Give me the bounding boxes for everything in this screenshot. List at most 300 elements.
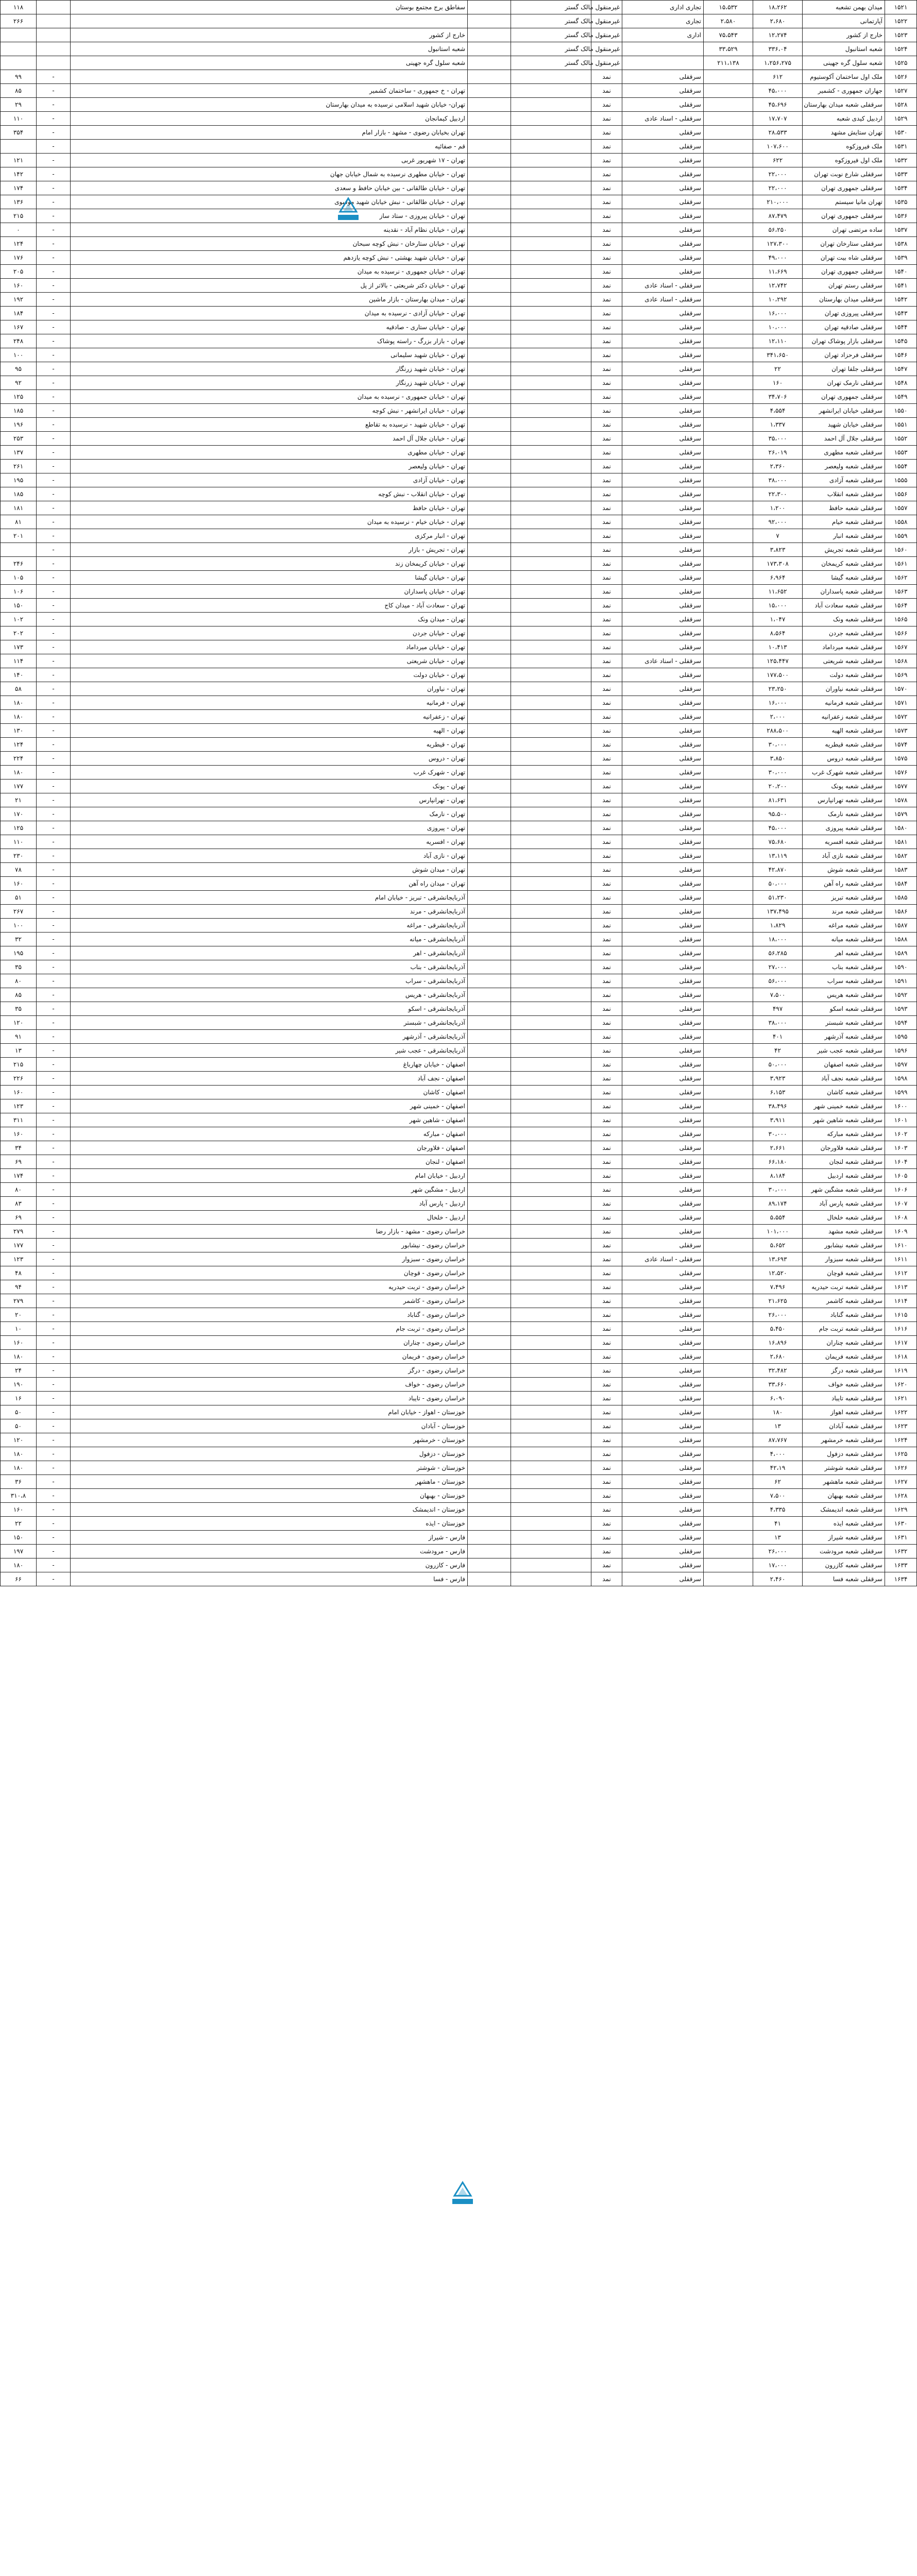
- document-type: [511, 891, 591, 905]
- dash-cell: -: [37, 654, 71, 668]
- asset-name: سرقفلی شعبه شوش: [803, 863, 885, 877]
- ownership-type: نمد: [591, 418, 622, 432]
- value-secondary: [704, 891, 753, 905]
- area-cell: ۲۶۶: [1, 14, 37, 28]
- address-cell: تهران - خیابان ایرانشهر - نبش کوچه: [71, 404, 468, 418]
- document-type: [511, 585, 591, 599]
- area-cell: ۱۸۰: [1, 710, 37, 724]
- dash-cell: -: [37, 1419, 71, 1433]
- asset-name: سرقفلی شعبه پیروزی: [803, 821, 885, 835]
- table-row: [1, 473, 917, 487]
- asset-name: اردبیل کیدی شعبه: [803, 112, 885, 126]
- ownership-type: نمد: [591, 891, 622, 905]
- asset-name: سرقفلی شعبه تهرانپارس: [803, 793, 885, 807]
- asset-name: سرقفلی بازار پوشاک تهران: [803, 334, 885, 348]
- table-row: [1, 126, 917, 140]
- area-cell: ۷۸: [1, 863, 37, 877]
- ownership-type: نمد: [591, 1392, 622, 1405]
- usage-type: سرقفلی: [622, 543, 704, 557]
- table-row: [1, 919, 917, 933]
- value-secondary: [704, 1475, 753, 1489]
- row-number: ۱۵۳۳: [885, 167, 917, 181]
- dash-cell: -: [37, 251, 71, 265]
- value-secondary: [704, 501, 753, 515]
- value-cell: ۴،۰۰۰: [753, 1447, 803, 1461]
- ownership-type: نمد: [591, 84, 622, 98]
- deed-status: [468, 1447, 511, 1461]
- document-type: [511, 849, 591, 863]
- value-cell: ۱۸،۰۰۰: [753, 933, 803, 946]
- usage-type: سرقفلی: [622, 1155, 704, 1169]
- address-cell: تهران - میدان راه آهن: [71, 877, 468, 891]
- asset-name: سرقفلی شعبه آزادی: [803, 473, 885, 487]
- area-cell: [1, 543, 37, 557]
- asset-name: شعبه استانبول: [803, 42, 885, 56]
- value-secondary: [704, 279, 753, 293]
- value-secondary: [704, 1558, 753, 1572]
- table-row: [1, 1433, 917, 1447]
- value-cell: ۵۶،۰۰۰: [753, 974, 803, 988]
- row-number: ۱۵۵۸: [885, 515, 917, 529]
- address-cell: سفاطق برج مجتمع بوستان: [71, 1, 468, 14]
- table-row: [1, 307, 917, 320]
- ownership-type: نمد: [591, 905, 622, 919]
- value-secondary: [704, 1155, 753, 1169]
- ownership-type: نمد: [591, 626, 622, 640]
- address-cell: تهران - خیابان جلال آل احمد: [71, 432, 468, 446]
- value-secondary: [704, 195, 753, 209]
- deed-status: [468, 919, 511, 933]
- address-cell: تهران - خیابان شهید - نرسیده به تقاطع: [71, 418, 468, 432]
- ownership-type: نمد: [591, 863, 622, 877]
- document-type: [511, 84, 591, 98]
- row-number: ۱۶۱۲: [885, 1266, 917, 1280]
- document-type: [511, 738, 591, 752]
- asset-name: سرقفلی میدان بهارستان: [803, 293, 885, 307]
- document-type: [511, 752, 591, 766]
- ownership-type: نمد: [591, 501, 622, 515]
- table-row: [1, 112, 917, 126]
- table-row: [1, 793, 917, 807]
- ownership-type: نمد: [591, 223, 622, 237]
- area-cell: ۱۷۴: [1, 181, 37, 195]
- value-cell: ۶۲: [753, 1475, 803, 1489]
- dash-cell: -: [37, 140, 71, 154]
- row-number: ۱۶۰۰: [885, 1099, 917, 1113]
- value-secondary: [704, 1280, 753, 1294]
- row-number: ۱۵۶۱: [885, 557, 917, 571]
- dash-cell: -: [37, 766, 71, 779]
- area-cell: ۰: [1, 223, 37, 237]
- ownership-type: نمد: [591, 557, 622, 571]
- value-cell: ۱،۲۰۰: [753, 501, 803, 515]
- value-secondary: [704, 919, 753, 933]
- table-row: [1, 515, 917, 529]
- row-number: ۱۵۳۶: [885, 209, 917, 223]
- value-cell: ۲۶،۰۰۰: [753, 1308, 803, 1322]
- asset-name: سرقفلی شعبه نجف آباد: [803, 1072, 885, 1086]
- table-row: [1, 70, 917, 84]
- value-cell: ۱،۰۴۷: [753, 613, 803, 626]
- table-row: [1, 1350, 917, 1364]
- value-secondary: [704, 473, 753, 487]
- address-cell: آذربایجانشرقی - آذرشهر: [71, 1030, 468, 1044]
- usage-type: سرقفلی: [622, 696, 704, 710]
- area-cell: ۱۰۰: [1, 348, 37, 362]
- asset-name: سرقفلی شعبه دزفول: [803, 1447, 885, 1461]
- value-secondary: ۲۱۱،۱۳۸: [704, 56, 753, 70]
- ownership-type: نمد: [591, 1155, 622, 1169]
- deed-status: [468, 195, 511, 209]
- value-secondary: [704, 1461, 753, 1475]
- area-cell: ۹۴: [1, 1280, 37, 1294]
- document-type: [511, 571, 591, 585]
- address-cell: آذربایجانشرقی - عجب شیر: [71, 1044, 468, 1058]
- usage-type: سرقفلی: [622, 265, 704, 279]
- value-secondary: [704, 1531, 753, 1545]
- ownership-type: نمد: [591, 1113, 622, 1127]
- deed-status: [468, 793, 511, 807]
- row-number: ۱۵۸۰: [885, 821, 917, 835]
- usage-type: سرقفلی: [622, 251, 704, 265]
- usage-type: سرقفلی: [622, 154, 704, 167]
- document-type: [511, 1364, 591, 1378]
- deed-status: [468, 1, 511, 14]
- row-number: ۱۵۸۹: [885, 946, 917, 960]
- ownership-type: نمد: [591, 821, 622, 835]
- table-row: [1, 418, 917, 432]
- table-row: [1, 487, 917, 501]
- area-cell: ۱۲۰: [1, 1433, 37, 1447]
- usage-type: سرقفلی: [622, 1127, 704, 1141]
- area-cell: ۲۰۲: [1, 626, 37, 640]
- address-cell: [71, 70, 468, 84]
- address-cell: قم - صفائیه: [71, 140, 468, 154]
- document-type: [511, 307, 591, 320]
- value-secondary: [704, 1517, 753, 1531]
- document-type: [511, 863, 591, 877]
- address-cell: آذربایجانشرقی - میانه: [71, 933, 468, 946]
- dash-cell: -: [37, 293, 71, 307]
- value-secondary: [704, 348, 753, 362]
- area-cell: ۲۵۳: [1, 432, 37, 446]
- ownership-type: نمد: [591, 1086, 622, 1099]
- row-number: ۱۵۴۱: [885, 279, 917, 293]
- document-type: [511, 1378, 591, 1392]
- document-type: [511, 1461, 591, 1475]
- usage-type: سرقفلی: [622, 1239, 704, 1252]
- dash-cell: -: [37, 1266, 71, 1280]
- area-cell: ۱۸۰: [1, 1461, 37, 1475]
- value-secondary: ۱۵،۵۳۲: [704, 1, 753, 14]
- area-cell: ۲۰۱: [1, 529, 37, 543]
- value-secondary: [704, 126, 753, 140]
- address-cell: آذربایجانشرقی - سراب: [71, 974, 468, 988]
- row-number: ۱۵۵۴: [885, 460, 917, 473]
- value-cell: ۲۱،۶۲۵: [753, 1294, 803, 1308]
- area-cell: [1, 140, 37, 154]
- asset-name: سرقفلی شعبه چناران: [803, 1336, 885, 1350]
- value-cell: ۵۰،۰۰۰: [753, 877, 803, 891]
- usage-type: سرقفلی: [622, 446, 704, 460]
- value-cell: ۳۲،۴۸۲: [753, 1364, 803, 1378]
- deed-status: [468, 515, 511, 529]
- ownership-type: نمد: [591, 682, 622, 696]
- value-secondary: [704, 738, 753, 752]
- deed-status: [468, 988, 511, 1002]
- row-number: ۱۵۸۱: [885, 835, 917, 849]
- value-secondary: [704, 1197, 753, 1211]
- value-secondary: [704, 1183, 753, 1197]
- usage-type: سرقفلی: [622, 1030, 704, 1044]
- value-cell: ۱۷۷،۵۰۰: [753, 668, 803, 682]
- address-cell: تهران - خیابان میرداماد: [71, 640, 468, 654]
- document-type: [511, 1155, 591, 1169]
- document-type: [511, 390, 591, 404]
- document-type: [511, 1294, 591, 1308]
- deed-status: [468, 1489, 511, 1503]
- table-row: [1, 696, 917, 710]
- value-secondary: [704, 1099, 753, 1113]
- ownership-type: نمد: [591, 1044, 622, 1058]
- asset-name: سرقفلی شعبه انبار: [803, 529, 885, 543]
- usage-type: سرقفلی: [622, 974, 704, 988]
- row-number: ۱۶۱۰: [885, 1239, 917, 1252]
- row-number: ۱۵۹۶: [885, 1044, 917, 1058]
- deed-status: [468, 668, 511, 682]
- dash-cell: -: [37, 1183, 71, 1197]
- value-secondary: [704, 432, 753, 446]
- usage-type: سرقفلی: [622, 223, 704, 237]
- deed-status: [468, 1308, 511, 1322]
- document-type: [511, 988, 591, 1002]
- document-type: [511, 779, 591, 793]
- usage-type: سرقفلی: [622, 1113, 704, 1127]
- usage-type: سرقفلی: [622, 84, 704, 98]
- value-secondary: [704, 1294, 753, 1308]
- area-cell: ۳۶: [1, 1475, 37, 1489]
- usage-type: سرقفلی: [622, 1099, 704, 1113]
- table-row: [1, 1044, 917, 1058]
- value-secondary: [704, 167, 753, 181]
- ownership-type: نمد: [591, 571, 622, 585]
- document-type: [511, 668, 591, 682]
- deed-status: [468, 14, 511, 28]
- ownership-type: نمد: [591, 1433, 622, 1447]
- address-cell: خوزستان - ماهشهر: [71, 1475, 468, 1489]
- ownership-type: نمد: [591, 1405, 622, 1419]
- asset-name: سرقفلی شعبه تربت حیدریه: [803, 1280, 885, 1294]
- ownership-type: نمد: [591, 752, 622, 766]
- deed-status: [468, 1169, 511, 1183]
- value-secondary: [704, 1127, 753, 1141]
- ownership-type: نمد: [591, 112, 622, 126]
- row-number: ۱۵۹۷: [885, 1058, 917, 1072]
- deed-status: [468, 376, 511, 390]
- address-cell: اصفهان - شاهین شهر: [71, 1113, 468, 1127]
- asset-name: سرقفلی شعبه مبارکه: [803, 1127, 885, 1141]
- table-row: [1, 181, 917, 195]
- asset-name: سرقفلی شعبه نازی آباد: [803, 849, 885, 863]
- asset-name: سرقفلی شعبه مشگین شهر: [803, 1183, 885, 1197]
- ownership-type: نمد: [591, 807, 622, 821]
- address-cell: اصفهان - کاشان: [71, 1086, 468, 1099]
- deed-status: [468, 821, 511, 835]
- deed-status: [468, 432, 511, 446]
- address-cell: تهران - نیاوران: [71, 682, 468, 696]
- area-cell: ۱۱۴: [1, 654, 37, 668]
- document-type: [511, 529, 591, 543]
- ownership-type: نمد: [591, 1322, 622, 1336]
- dash-cell: -: [37, 1252, 71, 1266]
- table-row: [1, 1531, 917, 1545]
- document-type: [511, 1127, 591, 1141]
- row-number: ۱۵۲۸: [885, 98, 917, 112]
- ownership-type: نمد: [591, 432, 622, 446]
- row-number: ۱۵۹۴: [885, 1016, 917, 1030]
- row-number: ۱۵۶۳: [885, 585, 917, 599]
- area-cell: ۱۱۰: [1, 112, 37, 126]
- address-cell: خوزستان - دزفول: [71, 1447, 468, 1461]
- row-number: ۱۵۲۶: [885, 70, 917, 84]
- dash-cell: -: [37, 515, 71, 529]
- document-type: [511, 1433, 591, 1447]
- table-row: [1, 1308, 917, 1322]
- value-secondary: ۲،۵۸۰: [704, 14, 753, 28]
- document-type: [511, 654, 591, 668]
- row-number: ۱۶۲۴: [885, 1433, 917, 1447]
- area-cell: ۲۶۱: [1, 460, 37, 473]
- area-cell: [1, 42, 37, 56]
- asset-name: سرقفلی شعبه فرمانیه: [803, 696, 885, 710]
- area-cell: ۲۱: [1, 793, 37, 807]
- value-cell: ۳،۹۲۳: [753, 1072, 803, 1086]
- deed-status: [468, 1433, 511, 1447]
- value-cell: ۲،۶۸۰: [753, 1350, 803, 1364]
- value-cell: ۱۷،۰۰۰: [753, 1558, 803, 1572]
- document-type: [511, 640, 591, 654]
- table-body: [1, 1, 917, 1586]
- table-row: [1, 1211, 917, 1225]
- address-cell: خوزستان - خرمشهر: [71, 1433, 468, 1447]
- value-secondary: [704, 84, 753, 98]
- ownership-type: نمد: [591, 668, 622, 682]
- dash-cell: -: [37, 585, 71, 599]
- dash-cell: -: [37, 1392, 71, 1405]
- dash-cell: -: [37, 1364, 71, 1378]
- address-cell: فارس - فسا: [71, 1572, 468, 1586]
- area-cell: ۲۰: [1, 1308, 37, 1322]
- address-cell: تهران - خیابان جمهوری - نرسیده به میدان: [71, 390, 468, 404]
- area-cell: ۸۰: [1, 1183, 37, 1197]
- deed-status: [468, 1475, 511, 1489]
- deed-status: [468, 167, 511, 181]
- dash-cell: -: [37, 1113, 71, 1127]
- document-type: [511, 432, 591, 446]
- document-type: [511, 154, 591, 167]
- asset-name: ملک فیروزکوه: [803, 140, 885, 154]
- usage-type: سرقفلی: [622, 1475, 704, 1489]
- dash-cell: -: [37, 446, 71, 460]
- asset-name: سرقفلی شعبه ماهشهر: [803, 1475, 885, 1489]
- asset-name: سرقفلی شعبه خیام: [803, 515, 885, 529]
- document-type: [511, 320, 591, 334]
- address-cell: تهران - میدان ونک: [71, 613, 468, 626]
- row-number: ۱۵۴۵: [885, 334, 917, 348]
- dash-cell: -: [37, 1169, 71, 1183]
- value-secondary: [704, 543, 753, 557]
- document-type: [511, 404, 591, 418]
- table-row: [1, 640, 917, 654]
- row-number: ۱۵۴۹: [885, 390, 917, 404]
- dash-cell: -: [37, 1558, 71, 1572]
- address-cell: تهران - خیابان شهید بهشتی - نبش کوچه یازدهم: [71, 251, 468, 265]
- dash-cell: [37, 1, 71, 14]
- value-secondary: [704, 1002, 753, 1016]
- usage-type: سرقفلی: [622, 1461, 704, 1475]
- address-cell: تهران - خیابان دولت: [71, 668, 468, 682]
- value-cell: ۱۳۷،۴۹۵: [753, 905, 803, 919]
- area-cell: ۱۴۲: [1, 167, 37, 181]
- deed-status: [468, 1350, 511, 1364]
- asset-name: سرقفلی شعبه آبادان: [803, 1419, 885, 1433]
- deed-status: [468, 1461, 511, 1475]
- table-row: [1, 56, 917, 70]
- asset-name: سرقفلی جمهوری تهران: [803, 390, 885, 404]
- value-cell: ۱۳: [753, 1531, 803, 1545]
- dash-cell: -: [37, 891, 71, 905]
- usage-type: سرقفلی: [622, 1002, 704, 1016]
- value-cell: ۴،۳۳۵: [753, 1503, 803, 1517]
- area-cell: ۱۸۴: [1, 307, 37, 320]
- usage-type: سرقفلی: [622, 571, 704, 585]
- row-number: ۱۵۴۶: [885, 348, 917, 362]
- address-cell: خراسان رضوی - تربت حیدریه: [71, 1280, 468, 1294]
- deed-status: [468, 1016, 511, 1030]
- value-cell: ۱۲،۵۲۰: [753, 1266, 803, 1280]
- value-secondary: [704, 334, 753, 348]
- area-cell: ۹۱: [1, 1030, 37, 1044]
- table-row: [1, 543, 917, 557]
- table-row: [1, 446, 917, 460]
- value-secondary: [704, 515, 753, 529]
- area-cell: ۱۹۵: [1, 946, 37, 960]
- row-number: ۱۵۶۴: [885, 599, 917, 613]
- address-cell: اصفهان - خیابان چهارباغ: [71, 1058, 468, 1072]
- deed-status: [468, 154, 511, 167]
- usage-type: سرقفلی: [622, 320, 704, 334]
- table-row: [1, 98, 917, 112]
- deed-status: [468, 891, 511, 905]
- ownership-type: نمد: [591, 738, 622, 752]
- address-cell: آذربایجانشرقی - شبستر: [71, 1016, 468, 1030]
- ownership-type: نمد: [591, 1308, 622, 1322]
- usage-type: سرقفلی: [622, 1558, 704, 1572]
- document-type: [511, 473, 591, 487]
- ownership-type: نمد: [591, 460, 622, 473]
- value-cell: ۳،۸۲۳: [753, 543, 803, 557]
- document-type: [511, 376, 591, 390]
- row-number: ۱۵۹۹: [885, 1086, 917, 1099]
- ownership-type: نمد: [591, 613, 622, 626]
- row-number: ۱۵۸۸: [885, 933, 917, 946]
- dash-cell: -: [37, 473, 71, 487]
- address-cell: تهران - خیابان خیام - نرسیده به میدان: [71, 515, 468, 529]
- deed-status: [468, 1322, 511, 1336]
- value-secondary: [704, 640, 753, 654]
- table-row: [1, 571, 917, 585]
- row-number: ۱۵۶۷: [885, 640, 917, 654]
